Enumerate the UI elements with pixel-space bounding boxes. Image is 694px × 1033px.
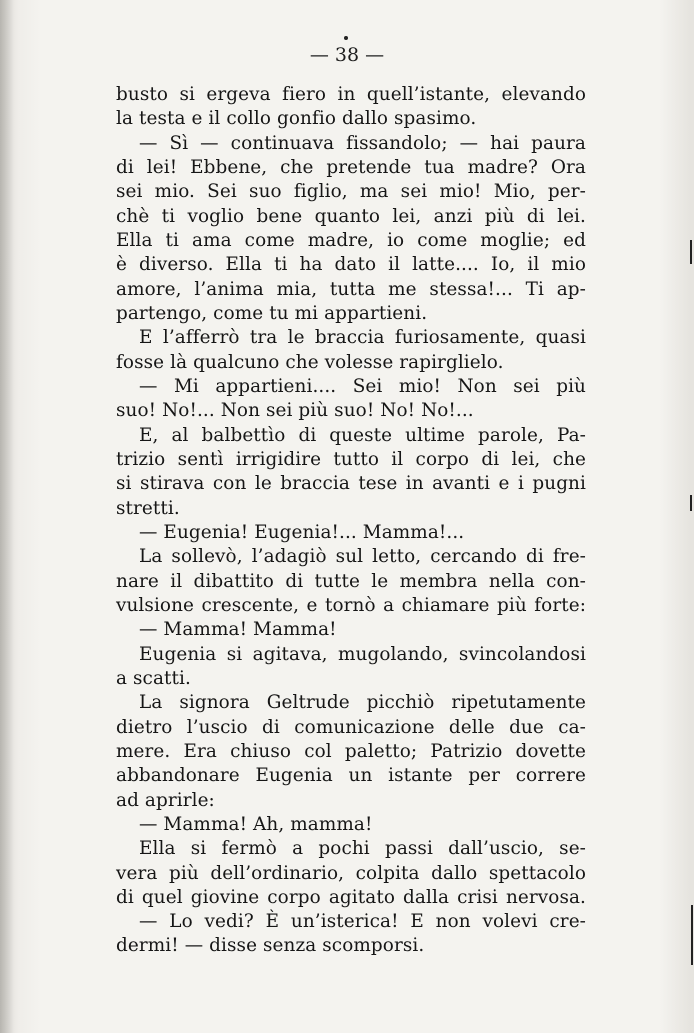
text-line: — Mamma! Mamma! bbox=[139, 619, 337, 641]
text-line: nare il dibattito di tutte le membra nella con- bbox=[116, 570, 586, 592]
text-line: mere. Era chiuso col paletto; Patrizio dovette bbox=[116, 740, 586, 762]
text-line: — Mamma! Ah, mamma! bbox=[139, 813, 373, 835]
text-line: Eugenia si agitava, mugolando, svincolandosi bbox=[139, 643, 586, 665]
text-line: busto si ergeva fiero in quell’istante, elevando bbox=[116, 84, 586, 105]
text-line: dietro l’uscio di comunicazione delle due ca- bbox=[116, 716, 586, 738]
text-line: dermi! — disse senza scomporsi. bbox=[116, 935, 425, 957]
scan-mark bbox=[691, 905, 693, 965]
text-line: — Mi appartieni.... Sei mio! Non sei più bbox=[139, 375, 586, 397]
text-line: a scatti. bbox=[116, 667, 191, 689]
text-line: sei mio. Sei suo figlio, ma sei mio! Mio, per- bbox=[116, 181, 586, 203]
text-line: si stirava con le braccia tese in avanti e i pugni bbox=[116, 473, 586, 495]
text-line: suo! No!... Non sei più suo! No! No!... bbox=[116, 400, 474, 422]
text-line: stretti. bbox=[116, 497, 180, 519]
text-line: Ella ti ama come madre, io come moglie; ed bbox=[116, 229, 586, 251]
text-line: è diverso. Ella ti ha dato il latte.... Io, il mio bbox=[116, 254, 586, 276]
printer-dot bbox=[344, 36, 348, 40]
text-line: abbandonare Eugenia un istante per correre bbox=[116, 765, 586, 787]
text-line: la testa e il collo gonfio dallo spasimo. bbox=[116, 108, 477, 130]
text-line: vulsione crescente, e tornò a chiamare più forte: bbox=[116, 594, 586, 616]
text-line: E l’afferrò tra le braccia furiosamente, quasi bbox=[139, 327, 586, 349]
text-line: di lei! Ebbene, che pretende tua madre? Ora bbox=[116, 156, 586, 178]
text-line: amore, l’anima mia, tutta me stessa!... Ti ap- bbox=[116, 278, 586, 300]
page-number: — 38 — bbox=[309, 44, 385, 66]
text-line: E, al balbettìo di queste ultime parole, Pa- bbox=[139, 424, 586, 446]
text-line: ad aprirle: bbox=[116, 789, 215, 811]
text-line: — Lo vedi? È un’isterica! E non volevi cre- bbox=[139, 911, 586, 933]
text-line: La sollevò, l’adagiò sul letto, cercando di fre- bbox=[139, 546, 586, 568]
text-line: — Eugenia! Eugenia!... Mamma!... bbox=[139, 521, 465, 543]
text-line: chè ti voglio bene quanto lei, anzi più di lei. bbox=[116, 205, 586, 227]
text-line: Ella si fermò a pochi passi dall’uscio, se- bbox=[139, 838, 586, 860]
body-text bbox=[116, 83, 586, 959]
text-line: vera più dell’ordinario, colpita dallo spettacolo bbox=[116, 862, 586, 884]
text-line: fosse là qualcuno che volesse rapirglielo. bbox=[116, 351, 504, 373]
text-line: — Sì — continuava fissandolo; — hai paura bbox=[139, 132, 586, 154]
text-line: La signora Geltrude picchiò ripetutamente bbox=[139, 692, 586, 714]
text-line: trizio sentì irrigidire tutto il corpo di lei, che bbox=[116, 448, 586, 470]
text-line: di quel giovine corpo agitato dalla crisi nervosa. bbox=[116, 886, 586, 908]
scan-mark bbox=[690, 495, 692, 511]
text-line: partengo, come tu mi appartieni. bbox=[116, 302, 428, 324]
page-edge-shadow bbox=[0, 0, 14, 1033]
scan-mark bbox=[690, 240, 692, 264]
